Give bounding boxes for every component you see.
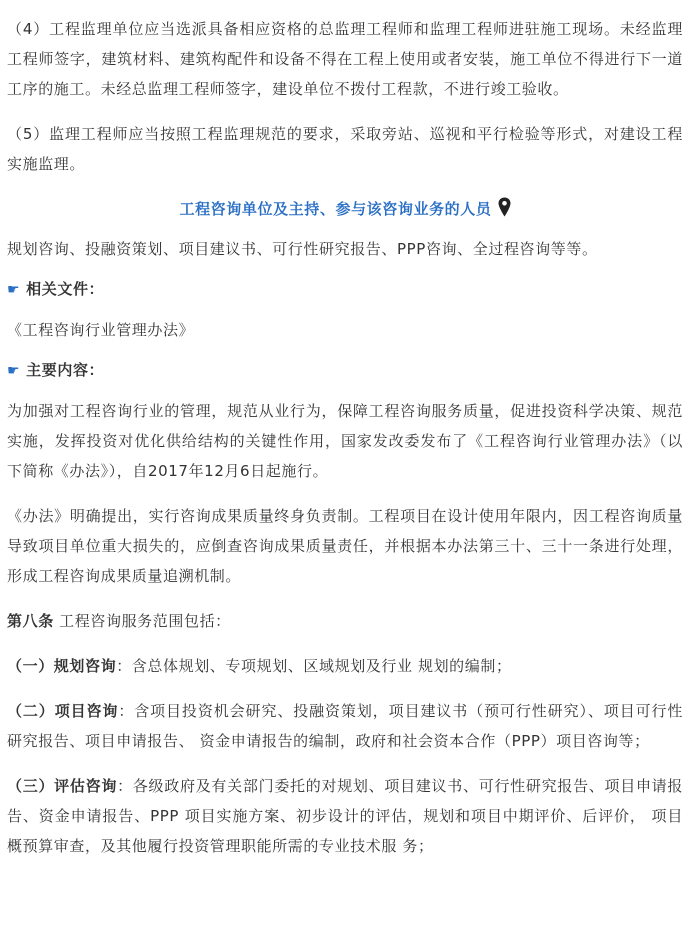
pointing-hand-icon: ☛ [7,363,21,379]
main-content-label: 主要内容： [26,361,105,379]
section-title [7,194,683,224]
related-files-heading [7,274,683,305]
paragraph-item-4: （4）工程监理单位应当选派具备相应资格的总监理工程师和监理工程师进驻施工现场。未经监理工程师签字，建筑材料、建筑构配件和设备不得在工程上使用或者安装，施工单位不得进行下一道工序的施工。未经总监理工程师签字，建设单位不拨付工程款，不进行竣工验收。 [7,20,683,98]
related-files-label: 相关文件： [26,280,105,298]
scope-item-1 [7,651,683,681]
article-8-text: 工程咨询服务范围包括： [53,612,231,630]
scope-item-2-text: ：含项目投资机会研究、投融资策划，项目建议书（预可行性研究）、项目可行性研究报告、项目申请报告、 资金申请报告的编制，政府和社会资本合作（PPP）项目咨询等； [7,702,684,750]
main-paragraph-1: 为加强对工程咨询行业的管理，规范从业行为，保障工程咨询服务质量，促进投资科学决策、规范实施，发挥投资对优化供给结构的关键性作用，国家发改委发布了《工程咨询行业管理办法》（以下简称《办法》），自2017年12月6日起施行。 [7,402,683,480]
scope-item-1-text: ：含总体规划、专项规划、区域规划及行业 规划的编制； [116,657,512,675]
scope-item-1-label: （一）规划咨询 [7,657,117,675]
scope-item-2 [7,696,683,756]
scope-item-3-text: ：各级政府及有关部门委托的对规划、项目建议书、可行性研究报告、项目申请报告、资金申请报告、PPP 项目实施方案、初步设计的评估，规划和项目中期评价、后评价， 项目概预算审查，及其他履行投资管理职能所需的专业技术服 务； [7,777,684,855]
scope-item-2-label: （二）项目咨询 [7,702,119,720]
paragraph-item-5: （5）监理工程师应当按照工程监理规范的要求，采取旁站、巡视和平行检验等形式，对建设工程实施监理。 [7,125,683,173]
scope-list: 规划咨询、投融资策划、项目建议书、可行性研究报告、PPP咨询、全过程咨询等等。 [7,240,598,258]
article-8-label: 第八条 [7,612,54,630]
pointing-hand-icon: ☛ [7,282,21,298]
main-paragraph-2: 《办法》明确提出，实行咨询成果质量终身负责制。工程项目在设计使用年限内，因工程咨询质量导致项目单位重大损失的，应倒查咨询成果质量责任，并根据本办法第三十、三十一条进行处理，形成工程咨询成果质量追溯机制。 [7,507,683,585]
main-content-heading [7,355,683,386]
section-title-text: 工程咨询单位及主持、参与该咨询业务的人员 [179,200,492,218]
article-8 [7,606,683,636]
scope-item-3 [7,771,683,861]
related-document: 《工程咨询行业管理办法》 [7,321,195,339]
scope-item-3-label: （三）评估咨询 [7,777,118,795]
map-pin-icon [498,197,511,217]
